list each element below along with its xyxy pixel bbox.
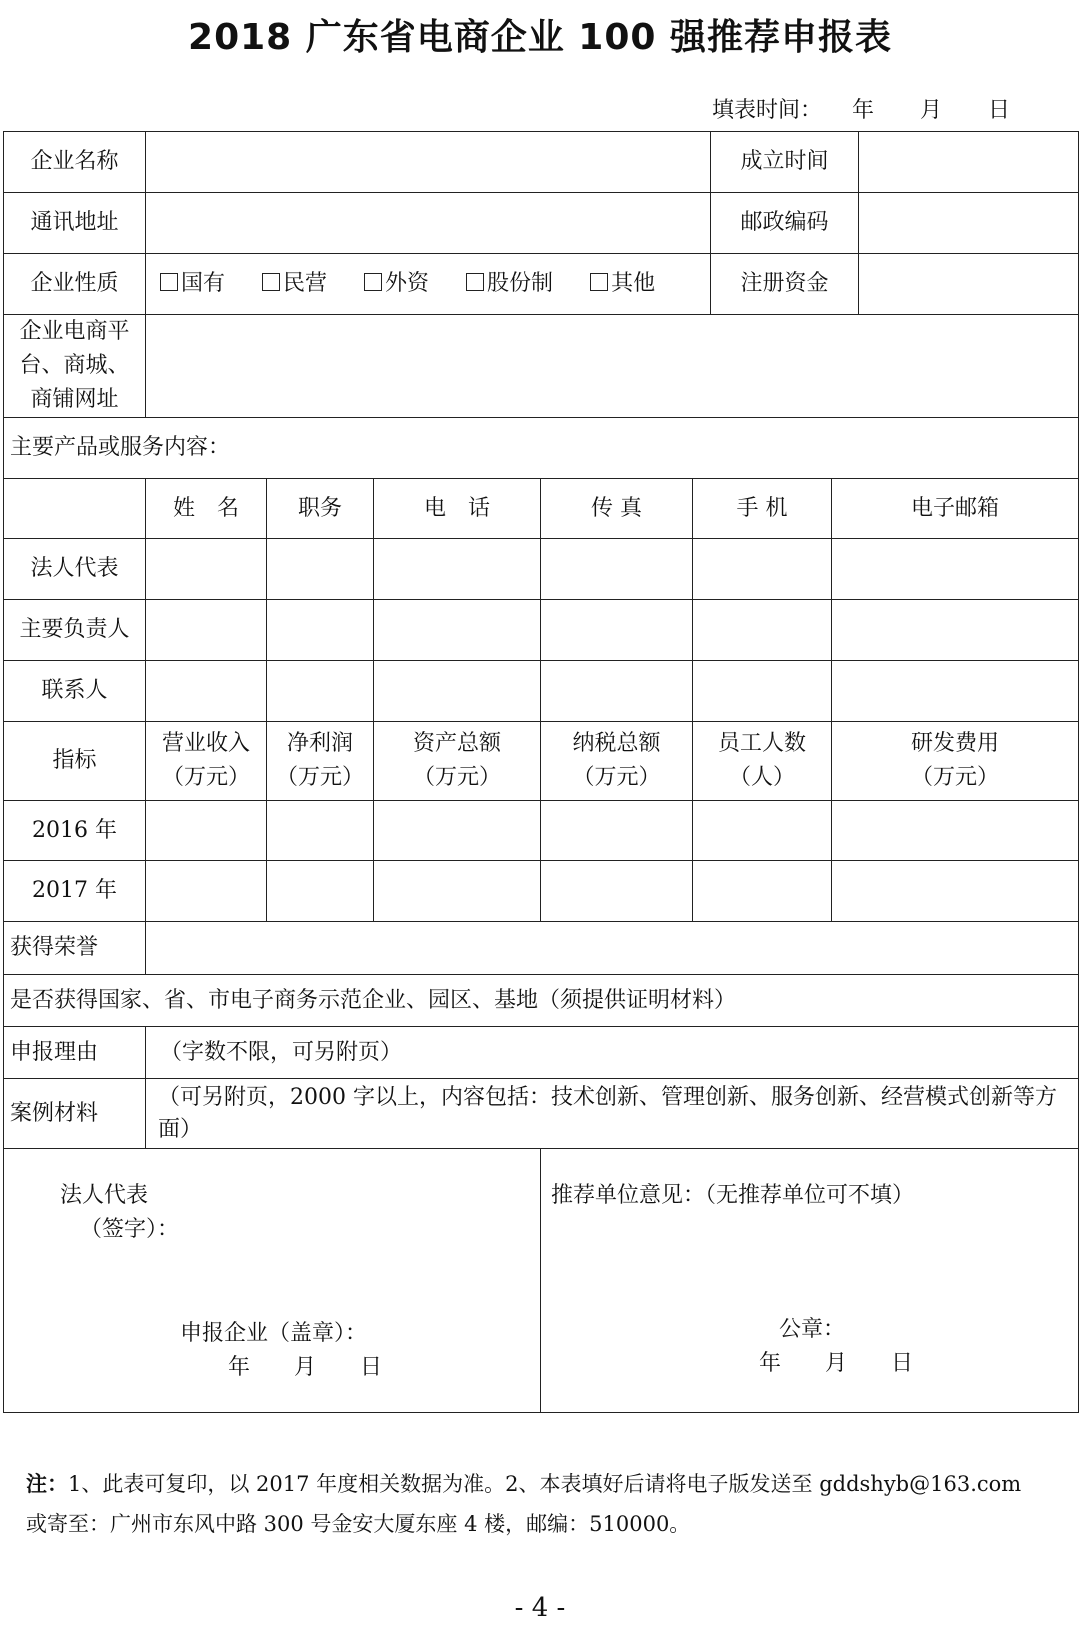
cell-input[interactable] (832, 539, 1079, 600)
honors-field[interactable] (146, 922, 1079, 975)
form-title: 2018 广东省电商企业 100 强推荐申报表 (188, 17, 892, 58)
signature-recommender-cell[interactable] (541, 1149, 1079, 1413)
indicators-label: 指标 (4, 722, 146, 801)
cell-input[interactable] (693, 600, 832, 661)
platform-field[interactable] (146, 315, 1079, 418)
address-field[interactable] (146, 193, 711, 254)
company-type-options (146, 254, 711, 315)
cell-input[interactable] (541, 600, 693, 661)
indicator-revenue (146, 722, 267, 801)
header-name: 姓 名 (146, 479, 267, 539)
indicator-unit: （万元） (275, 765, 364, 790)
row-platform (4, 315, 1079, 418)
recommend-date: 年 月 日 (759, 1351, 914, 1376)
notes-text: 1、此表可复印，以 2017 年度相关数据为准。2、本表填好后请将电子版发送至 gddshyb@163.com (68, 1472, 1022, 1496)
cell-input[interactable] (146, 600, 267, 661)
indicator-unit: （人） (729, 765, 796, 790)
row-year-2017 (4, 861, 1079, 922)
notes-line-1 (26, 1464, 1066, 1504)
form-notes (26, 1464, 1066, 1544)
checkbox-label: 其他 (611, 271, 656, 296)
cell-input[interactable] (267, 661, 374, 722)
indicator-employees (693, 722, 832, 801)
year-2016-label: 2016 年 (4, 801, 146, 861)
legal-rep-sign-label: 法人代表 (60, 1183, 149, 1208)
indicator-total-tax (541, 722, 693, 801)
honors-label: 获得荣誉 (4, 922, 146, 975)
checkbox-state-owned[interactable] (160, 267, 225, 301)
reason-label: 申报理由 (4, 1027, 146, 1079)
fill-date-day: 日 (988, 98, 1011, 123)
checkbox-label: 民营 (283, 271, 328, 296)
checkbox-icon (262, 273, 280, 291)
application-form-table (3, 131, 1079, 1413)
company-name-label: 企业名称 (4, 132, 146, 193)
case-label: 案例材料 (4, 1079, 146, 1149)
checkbox-other[interactable] (590, 267, 655, 301)
contact-corner-cell (4, 479, 146, 539)
header-position: 职务 (267, 479, 374, 539)
header-fax: 传 真 (541, 479, 693, 539)
company-type-label: 企业性质 (4, 254, 146, 315)
cell-input[interactable] (374, 801, 541, 861)
reason-field[interactable]: （字数不限，可另附页） (146, 1027, 1079, 1079)
indicator-unit: （万元） (911, 765, 1000, 790)
cell-input[interactable] (146, 861, 267, 922)
indicator-unit: （万元） (572, 765, 661, 790)
row-main-products (4, 418, 1079, 479)
cell-input[interactable] (146, 801, 267, 861)
checkbox-private[interactable] (262, 267, 327, 301)
founded-label: 成立时间 (711, 132, 859, 193)
cell-input[interactable] (832, 801, 1079, 861)
company-name-field[interactable] (146, 132, 711, 193)
row-year-2016 (4, 801, 1079, 861)
seal-label: 公章： (779, 1317, 846, 1342)
sign-label: （签字）： (80, 1217, 180, 1242)
row-principal (4, 600, 1079, 661)
row-honors (4, 922, 1079, 975)
row-reason (4, 1027, 1079, 1079)
cell-input[interactable] (146, 661, 267, 722)
indicator-unit: （万元） (412, 765, 501, 790)
header-email: 电子邮箱 (832, 479, 1079, 539)
checkbox-label: 股份制 (487, 271, 554, 296)
cell-input[interactable] (541, 861, 693, 922)
page-number: - 4 - (514, 1593, 566, 1623)
cell-input[interactable] (146, 539, 267, 600)
indicator-net-profit (267, 722, 374, 801)
cell-input[interactable] (693, 539, 832, 600)
cell-input[interactable] (374, 861, 541, 922)
platform-label-line: 商铺网址 (30, 387, 119, 412)
indicator-title: 净利润 (286, 731, 353, 756)
cell-input[interactable] (541, 661, 693, 722)
row-contact-person (4, 661, 1079, 722)
cell-input[interactable] (832, 661, 1079, 722)
postcode-label: 邮政编码 (711, 193, 859, 254)
indicator-title: 研发费用 (911, 731, 1000, 756)
row-address (4, 193, 1079, 254)
row-demo-enterprise (4, 975, 1079, 1027)
cell-input[interactable] (267, 861, 374, 922)
checkbox-icon (364, 273, 382, 291)
indicator-title: 纳税总额 (572, 731, 661, 756)
contact-person-label: 联系人 (4, 661, 146, 722)
checkbox-icon (160, 273, 178, 291)
principal-label: 主要负责人 (4, 600, 146, 661)
indicator-title: 员工人数 (718, 731, 807, 756)
founded-field[interactable] (859, 132, 1079, 193)
platform-label (4, 315, 146, 418)
cell-input[interactable] (832, 600, 1079, 661)
checkbox-foreign[interactable] (364, 267, 429, 301)
header-phone: 电 话 (374, 479, 541, 539)
cell-input[interactable] (374, 600, 541, 661)
fill-date-label: 填表时间： (712, 98, 823, 123)
signature-applicant-cell[interactable] (4, 1149, 541, 1413)
cell-input[interactable] (267, 600, 374, 661)
indicator-title: 资产总额 (412, 731, 501, 756)
applicant-date: 年 月 日 (228, 1355, 383, 1380)
row-company-type (4, 254, 1079, 315)
fill-date-month: 月 (920, 98, 943, 123)
cell-input[interactable] (693, 801, 832, 861)
main-products-label[interactable]: 主要产品或服务内容： (4, 418, 1079, 479)
recommend-label: 推荐单位意见：（无推荐单位可不填） (551, 1183, 915, 1208)
year-2017-label: 2017 年 (4, 861, 146, 922)
notes-line-2: 或寄至：广州市东风中路 300 号金安大厦东座 4 楼，邮编：510000。 (26, 1512, 691, 1536)
header-mobile: 手 机 (693, 479, 832, 539)
indicator-total-assets (374, 722, 541, 801)
cell-input[interactable] (267, 801, 374, 861)
indicator-title: 营业收入 (161, 731, 250, 756)
fill-date-year: 年 (852, 98, 875, 123)
checkbox-icon (466, 273, 484, 291)
row-case-material (4, 1079, 1079, 1149)
checkbox-label: 国有 (181, 271, 226, 296)
cell-input[interactable] (693, 861, 832, 922)
registered-capital-label: 注册资金 (711, 254, 859, 315)
case-field[interactable]: （可另附页，2000 字以上，内容包括：技术创新、管理创新、服务创新、经营模式创新等方面） (146, 1079, 1079, 1149)
row-legal-rep (4, 539, 1079, 600)
cell-input[interactable] (541, 801, 693, 861)
platform-label-line: 企业电商平 (19, 319, 130, 344)
cell-input[interactable] (267, 539, 374, 600)
indicator-unit: （万元） (161, 765, 250, 790)
demo-enterprise-label[interactable]: 是否获得国家、省、市电子商务示范企业、园区、基地（须提供证明材料） (4, 975, 1079, 1027)
legal-rep-label: 法人代表 (4, 539, 146, 600)
row-indicators-header (4, 722, 1079, 801)
checkbox-icon (590, 273, 608, 291)
notes-prefix: 注： (26, 1471, 68, 1496)
cell-input[interactable] (541, 539, 693, 600)
address-label: 通讯地址 (4, 193, 146, 254)
row-company-name (4, 132, 1079, 193)
cell-input[interactable] (374, 661, 541, 722)
platform-label-line: 台、商城、 (19, 353, 130, 378)
checkbox-joint-stock[interactable] (466, 267, 553, 301)
row-contact-header (4, 479, 1079, 539)
indicator-rd-cost (832, 722, 1079, 801)
registered-capital-field[interactable] (859, 254, 1079, 315)
postcode-field[interactable] (859, 193, 1079, 254)
applicant-seal-label: 申报企业（盖章）： (180, 1321, 368, 1346)
cell-input[interactable] (693, 661, 832, 722)
cell-input[interactable] (832, 861, 1079, 922)
fill-date (712, 96, 1072, 126)
cell-input[interactable] (374, 539, 541, 600)
row-signature (4, 1149, 1079, 1413)
checkbox-label: 外资 (385, 271, 430, 296)
